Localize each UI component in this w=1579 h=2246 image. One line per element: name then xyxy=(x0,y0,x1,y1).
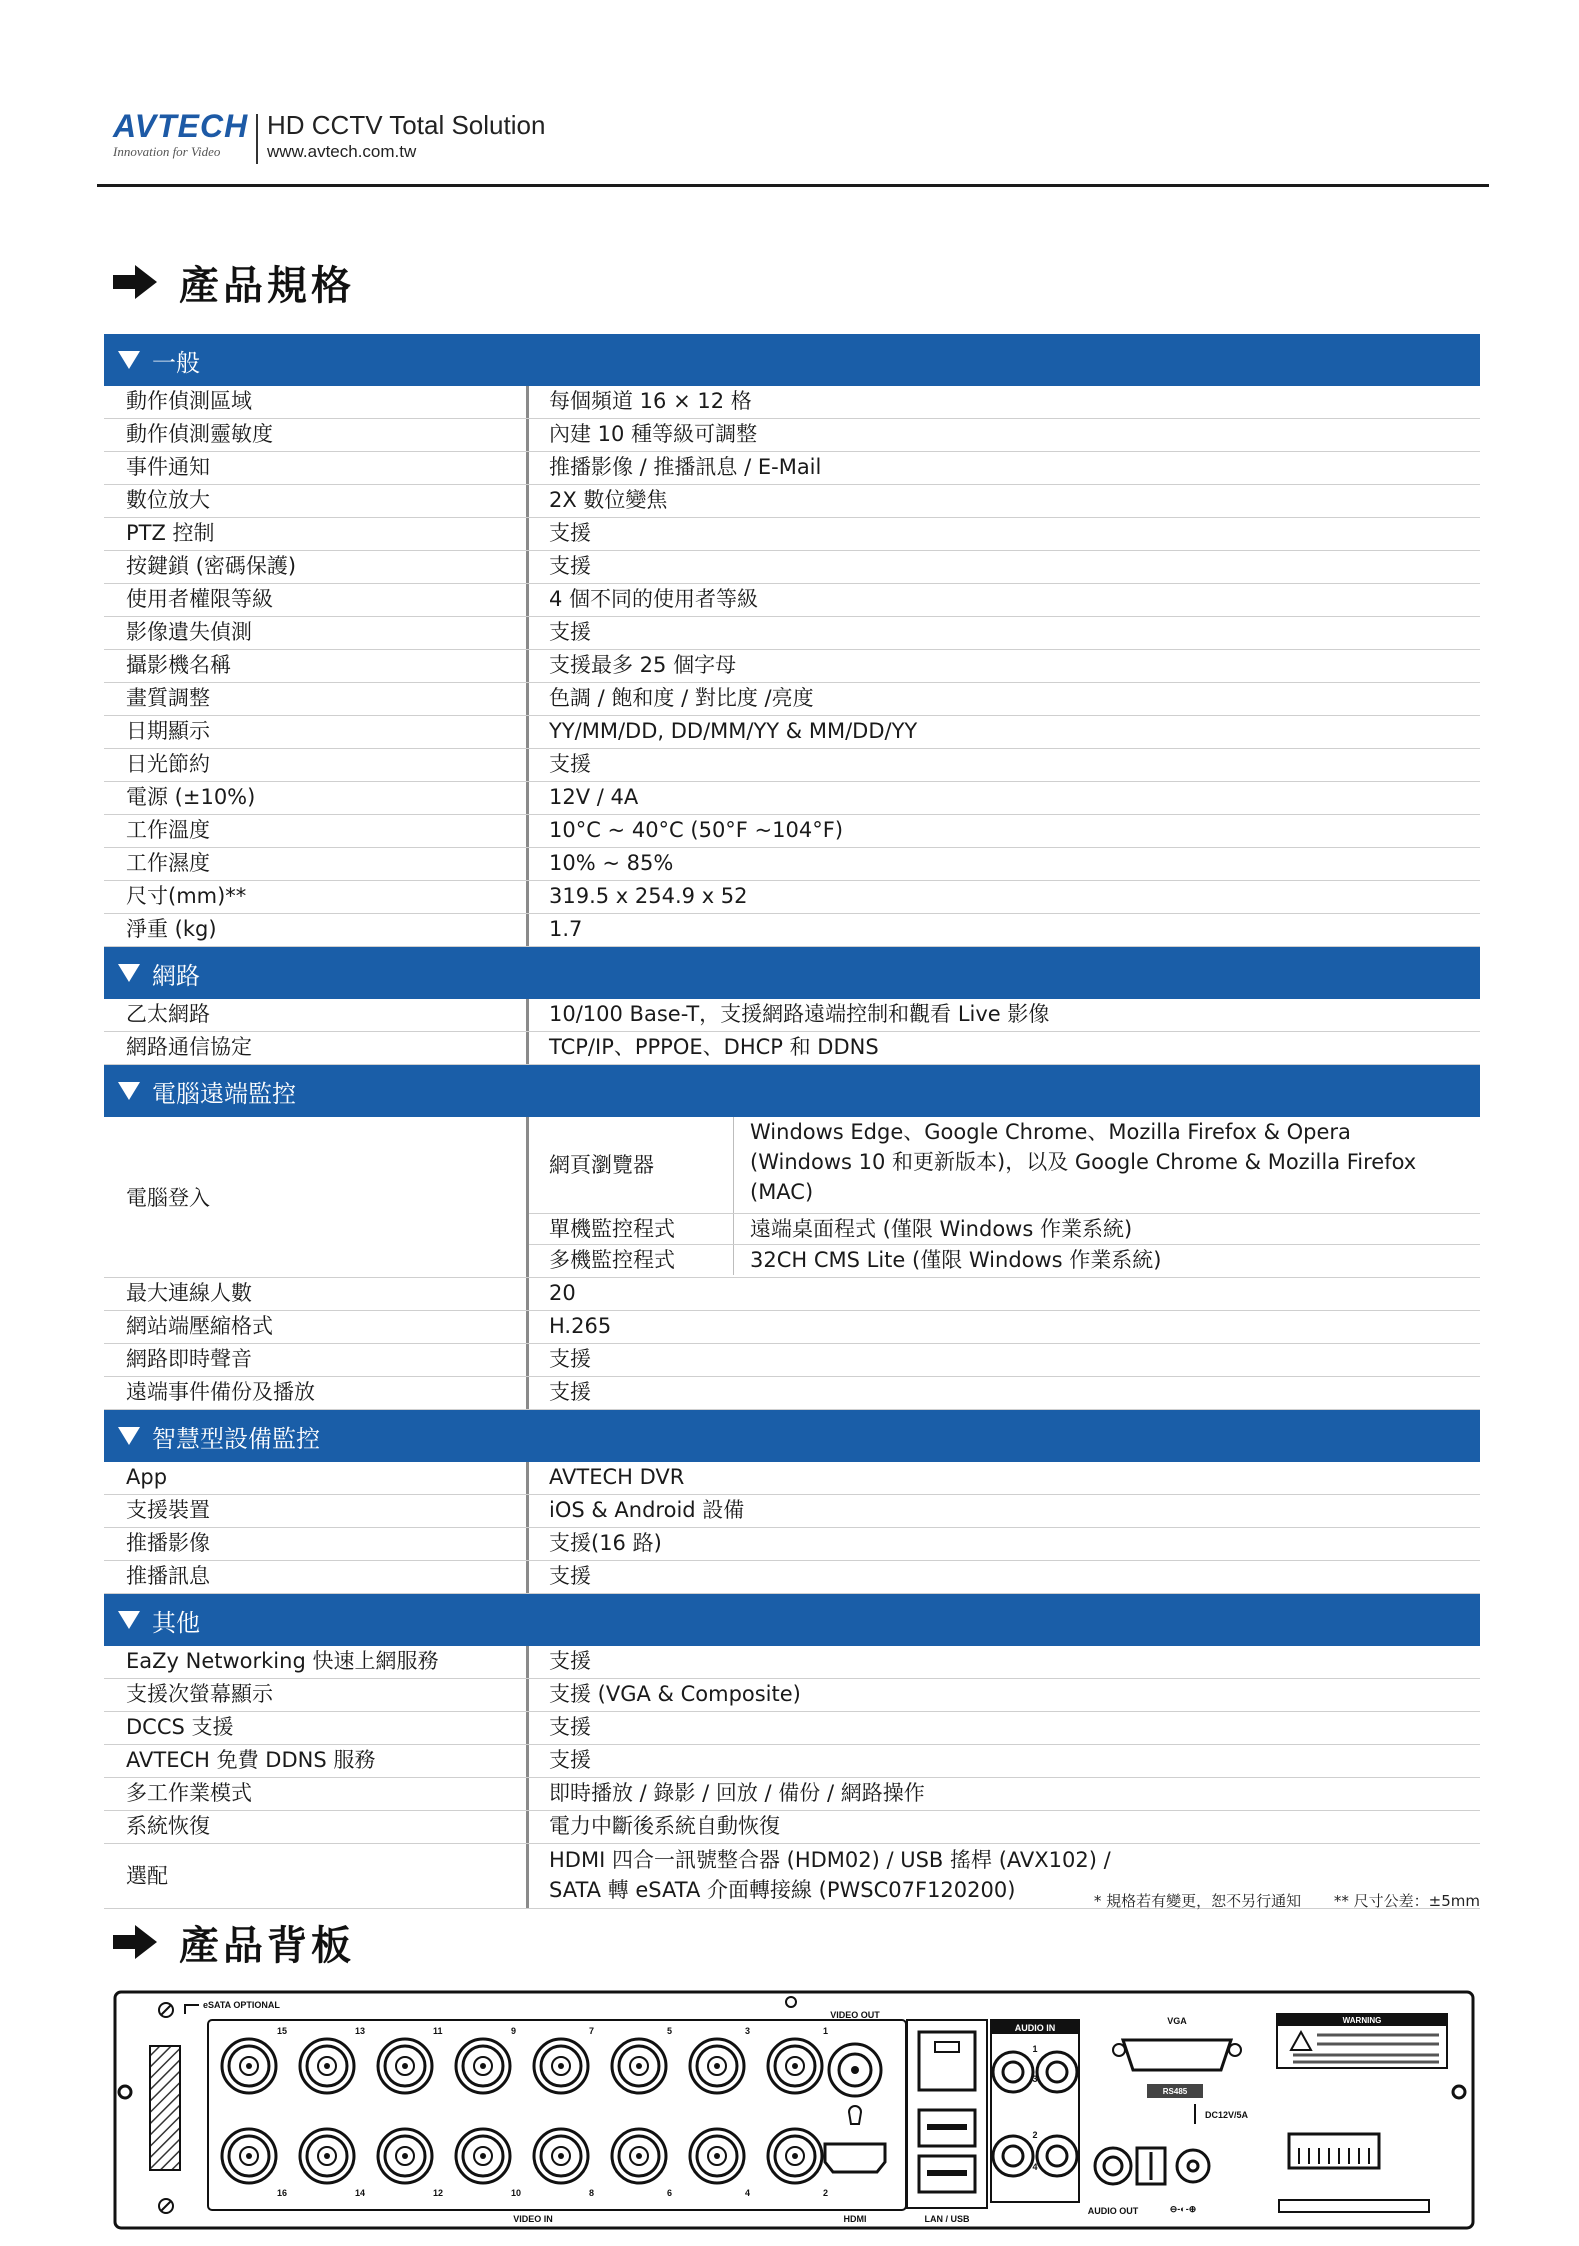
spec-key: 日光節約 xyxy=(104,749,529,781)
bnc-connector xyxy=(768,2039,822,2093)
spec-key: 網路通信協定 xyxy=(104,1032,529,1064)
website-url: www.avtech.com.tw xyxy=(267,142,417,161)
spec-heading xyxy=(113,252,355,312)
spec-row xyxy=(104,452,1480,485)
spec-value: 支援 xyxy=(549,554,591,578)
optional-line-2: SATA 轉 eSATA 介面轉接線 (PWSC07F120200) xyxy=(549,1878,1016,1902)
spec-value: YY/MM/DD, DD/MM/YY & MM/DD/YY xyxy=(549,719,918,743)
spec-key: 動作偵測靈敏度 xyxy=(104,419,529,451)
spec-row xyxy=(104,386,1480,419)
spec-row xyxy=(104,617,1480,650)
channel-number: 16 xyxy=(277,2188,288,2198)
spec-value: H.265 xyxy=(549,1314,612,1338)
category-general xyxy=(104,334,1480,386)
channel-number: 13 xyxy=(355,2026,366,2036)
bnc-connector xyxy=(690,2039,744,2093)
spec-value: 內建 10 種等級可調整 xyxy=(549,422,758,446)
sub-row-multi xyxy=(529,1245,1480,1275)
spec-row xyxy=(104,1811,1480,1844)
spec-value: 支援(16 路) xyxy=(549,1531,662,1555)
spec-key: 動作偵測區域 xyxy=(104,386,529,418)
spec-value: 支援 xyxy=(549,1564,591,1588)
spec-value: 10°C ~ 40°C (50°F ~104°F) xyxy=(549,818,844,842)
triangle-down-icon xyxy=(118,351,140,369)
audio-in-label: AUDIO IN xyxy=(1014,2023,1056,2033)
category-network xyxy=(104,947,1480,999)
spec-value: 推播影像 / 推播訊息 / E-Mail xyxy=(549,455,822,479)
spec-key: 網路即時聲音 xyxy=(104,1344,529,1376)
spec-key: 按鍵鎖 (密碼保護) xyxy=(104,551,529,583)
rs485-label: RS485 xyxy=(1162,2087,1188,2096)
triangle-down-icon xyxy=(118,1611,140,1629)
spec-value: 20 xyxy=(549,1281,576,1305)
category-title: 智慧型設備監控 xyxy=(152,1424,320,1453)
bnc-connector xyxy=(612,2039,666,2093)
spec-key: 畫質調整 xyxy=(104,683,529,715)
spec-value: 2X 數位變焦 xyxy=(549,488,668,512)
arrow-right-icon xyxy=(113,265,157,299)
spec-key: 攝影機名稱 xyxy=(104,650,529,682)
spec-row xyxy=(104,1561,1480,1594)
spec-row xyxy=(104,551,1480,584)
spec-key: 支援裝置 xyxy=(104,1495,529,1527)
esata-label: eSATA OPTIONAL xyxy=(203,2000,280,2010)
spec-table xyxy=(104,334,1480,1909)
bnc-connector xyxy=(378,2039,432,2093)
sub-value: 遠端桌面程式 (僅限 Windows 作業系統) xyxy=(750,1217,1133,1241)
bnc-connector xyxy=(222,2129,276,2183)
category-title: 其他 xyxy=(152,1608,200,1637)
bnc-connector xyxy=(456,2039,510,2093)
footnotes xyxy=(1066,1890,1480,1911)
vga-label: VGA xyxy=(1167,2016,1187,2026)
optional-line-1: HDMI 四合一訊號整合器 (HDM02) / USB 搖桿 (AVX102) / xyxy=(549,1848,1111,1872)
spec-row xyxy=(104,584,1480,617)
audio-ch-label: 4 xyxy=(1032,2162,1038,2172)
bnc-connector xyxy=(534,2129,588,2183)
spec-key: 日期顯示 xyxy=(104,716,529,748)
spec-value: 10/100 Base-T，支援網路遠端控制和觀看 Live 影像 xyxy=(549,1002,1050,1026)
spec-key: 影像遺失偵測 xyxy=(104,617,529,649)
bnc-connector xyxy=(534,2039,588,2093)
polarity-label: ⊖-◐-⊕ xyxy=(1169,2204,1197,2214)
channel-number: 1 xyxy=(823,2026,829,2036)
spec-row xyxy=(104,1377,1480,1410)
channel-number: 15 xyxy=(277,2026,288,2036)
browser-line-1: Windows Edge、Google Chrome、Mozilla Firefox & Opera xyxy=(750,1120,1351,1144)
pc-login-row xyxy=(104,1117,1480,1278)
spec-row xyxy=(104,419,1480,452)
channel-number: 5 xyxy=(667,2026,673,2036)
spec-value: 支援最多 25 個字母 xyxy=(549,653,737,677)
rear-panel-diagram xyxy=(113,1990,1475,2233)
channel-number: 10 xyxy=(511,2188,522,2198)
spec-key: 推播訊息 xyxy=(104,1561,529,1593)
spec-key: 電源 (±10%) xyxy=(104,782,529,814)
spec-row xyxy=(104,1278,1480,1311)
spec-key: 淨重 (kg) xyxy=(104,914,529,946)
spec-row xyxy=(104,1712,1480,1745)
spec-value: 12V / 4A xyxy=(549,785,639,809)
spec-row xyxy=(104,1745,1480,1778)
sub-key: 單機監控程式 xyxy=(529,1214,734,1244)
spec-row xyxy=(104,815,1480,848)
channel-number: 8 xyxy=(589,2188,595,2198)
sub-value: 32CH CMS Lite (僅限 Windows 作業系統) xyxy=(750,1248,1162,1272)
spec-key: EaZy Networking 快速上網服務 xyxy=(104,1646,529,1678)
spec-key: 電腦登入 xyxy=(104,1117,529,1277)
spec-value: 10% ~ 85% xyxy=(549,851,674,875)
panel-title: 產品背板 xyxy=(179,1922,355,1969)
category-title: 一般 xyxy=(152,348,200,377)
spec-key: App xyxy=(104,1462,529,1494)
sub-row-browser xyxy=(529,1117,1480,1214)
triangle-down-icon xyxy=(118,964,140,982)
category-title: 網路 xyxy=(152,961,200,990)
sub-key: 多機監控程式 xyxy=(529,1245,734,1275)
spec-value: 支援 xyxy=(549,1380,591,1404)
spec-value: 支援 (VGA & Composite) xyxy=(549,1682,801,1706)
spec-row xyxy=(104,1646,1480,1679)
spec-row xyxy=(104,1495,1480,1528)
spec-key: 工作溫度 xyxy=(104,815,529,847)
category-title: 電腦遠端監控 xyxy=(152,1079,296,1108)
spec-row xyxy=(104,1032,1480,1065)
spec-key: PTZ 控制 xyxy=(104,518,529,550)
spec-row xyxy=(104,716,1480,749)
spec-value: 支援 xyxy=(549,1715,591,1739)
spec-key: 推播影像 xyxy=(104,1528,529,1560)
avtech-logo xyxy=(113,110,248,160)
sub-value xyxy=(734,1117,1480,1213)
channel-number: 9 xyxy=(511,2026,517,2036)
spec-row xyxy=(104,485,1480,518)
spec-value: iOS & Android 設備 xyxy=(549,1498,745,1522)
arrow-right-icon xyxy=(113,1925,157,1959)
spec-key: 最大連線人數 xyxy=(104,1278,529,1310)
spec-key: DCCS 支援 xyxy=(104,1712,529,1744)
lan-usb-label: LAN / USB xyxy=(924,2214,970,2224)
channel-number: 4 xyxy=(745,2188,751,2198)
spec-row xyxy=(104,999,1480,1032)
spec-value: 色調 / 飽和度 / 對比度 /亮度 xyxy=(549,686,814,710)
channel-number: 2 xyxy=(823,2188,829,2198)
channel-number: 6 xyxy=(667,2188,673,2198)
spec-row xyxy=(104,650,1480,683)
header-rule xyxy=(97,184,1489,187)
audio-out-label: AUDIO OUT xyxy=(1087,2206,1139,2216)
bnc-connector xyxy=(378,2129,432,2183)
spec-key: 遠端事件備份及播放 xyxy=(104,1377,529,1409)
panel-heading xyxy=(113,1912,355,1972)
spec-value: 支援 xyxy=(549,752,591,776)
header-divider xyxy=(256,114,258,164)
spec-key: 數位放大 xyxy=(104,485,529,517)
footnote-tolerance: ** 尺寸公差：±5mm xyxy=(1333,1892,1480,1910)
solution-title: HD CCTV Total Solution xyxy=(267,110,546,140)
spec-row xyxy=(104,1344,1480,1377)
sub-key: 網頁瀏覽器 xyxy=(529,1117,734,1213)
spec-key: 尺寸(mm)** xyxy=(104,881,529,913)
audio-ch-label: 3 xyxy=(1032,2074,1038,2084)
bnc-connector xyxy=(300,2039,354,2093)
bnc-connector xyxy=(300,2129,354,2183)
spec-value: TCP/IP、PPPOE、DHCP 和 DDNS xyxy=(549,1035,879,1059)
spec-key: 網站端壓縮格式 xyxy=(104,1311,529,1343)
spec-key: 工作濕度 xyxy=(104,848,529,880)
spec-row xyxy=(104,518,1480,551)
browser-line-3: (MAC) xyxy=(750,1180,814,1204)
category-pc-remote xyxy=(104,1065,1480,1117)
bnc-connector xyxy=(456,2129,510,2183)
spec-key: 系統恢復 xyxy=(104,1811,529,1843)
channel-number: 14 xyxy=(355,2188,366,2198)
brand-name: AVTECH xyxy=(113,108,249,144)
spec-row xyxy=(104,1679,1480,1712)
triangle-down-icon xyxy=(118,1082,140,1100)
spec-value: 4 個不同的使用者等級 xyxy=(549,587,759,611)
spec-value: 1.7 xyxy=(549,917,583,941)
panel-outline xyxy=(115,1992,1473,2228)
spec-key: 乙太網路 xyxy=(104,999,529,1031)
spec-key: AVTECH 免費 DDNS 服務 xyxy=(104,1745,529,1777)
spec-value: 319.5 x 254.9 x 52 xyxy=(549,884,748,908)
spec-title: 產品規格 xyxy=(179,262,355,309)
spec-value: 即時播放 / 錄影 / 回放 / 備份 / 網路操作 xyxy=(549,1781,925,1805)
category-smart-device xyxy=(104,1410,1480,1462)
channel-number: 3 xyxy=(745,2026,751,2036)
spec-row xyxy=(104,1778,1480,1811)
spec-key: 使用者權限等級 xyxy=(104,584,529,616)
spec-value: AVTECH DVR xyxy=(549,1465,685,1489)
video-out-label: VIDEO OUT xyxy=(830,2010,880,2020)
spec-row xyxy=(104,782,1480,815)
browser-line-2: (Windows 10 和更新版本)，以及 Google Chrome & Mozilla Firefox xyxy=(750,1150,1417,1174)
spec-row xyxy=(104,683,1480,716)
category-other xyxy=(104,1594,1480,1646)
footnote-spec-change: * 規格若有變更，恕不另行通知 xyxy=(1093,1892,1302,1910)
spec-value: 支援 xyxy=(549,521,591,545)
spec-row xyxy=(104,1528,1480,1561)
spec-row xyxy=(104,848,1480,881)
warning-title: WARNING xyxy=(1342,2016,1382,2025)
channel-number: 11 xyxy=(433,2026,443,2036)
page-header xyxy=(113,108,1479,188)
bnc-connector xyxy=(768,2129,822,2183)
bnc-connector xyxy=(222,2039,276,2093)
spec-row xyxy=(104,1462,1480,1495)
triangle-down-icon xyxy=(118,1427,140,1445)
video-in-label: VIDEO IN xyxy=(513,2214,553,2224)
spec-row xyxy=(104,1311,1480,1344)
spec-value: 每個頻道 16 × 12 格 xyxy=(549,389,752,413)
hdmi-label: HDMI xyxy=(843,2214,867,2224)
audio-ch-label: 1 xyxy=(1032,2044,1038,2054)
spec-key: 多工作業模式 xyxy=(104,1778,529,1810)
bnc-connector xyxy=(690,2129,744,2183)
spec-value: 支援 xyxy=(549,1649,591,1673)
spec-key: 事件通知 xyxy=(104,452,529,484)
sub-row-single xyxy=(529,1214,1480,1245)
brand-tagline: Innovation for Video xyxy=(113,144,221,159)
channel-number: 12 xyxy=(433,2188,444,2198)
esata-port xyxy=(150,2046,180,2170)
pc-login-subtable xyxy=(529,1117,1480,1277)
dc-label: DC12V/5A xyxy=(1205,2110,1249,2120)
spec-row xyxy=(104,914,1480,947)
spec-value: 支援 xyxy=(549,620,591,644)
audio-ch-label: 2 xyxy=(1032,2130,1038,2140)
spec-value: 支援 xyxy=(549,1748,591,1772)
spec-row xyxy=(104,749,1480,782)
spec-value: 支援 xyxy=(549,1347,591,1371)
spec-key: 選配 xyxy=(104,1844,529,1908)
spec-key: 支援次螢幕顯示 xyxy=(104,1679,529,1711)
channel-number: 7 xyxy=(589,2026,595,2036)
spec-row xyxy=(104,881,1480,914)
spec-value: 電力中斷後系統自動恢復 xyxy=(549,1814,780,1838)
bnc-connector xyxy=(612,2129,666,2183)
